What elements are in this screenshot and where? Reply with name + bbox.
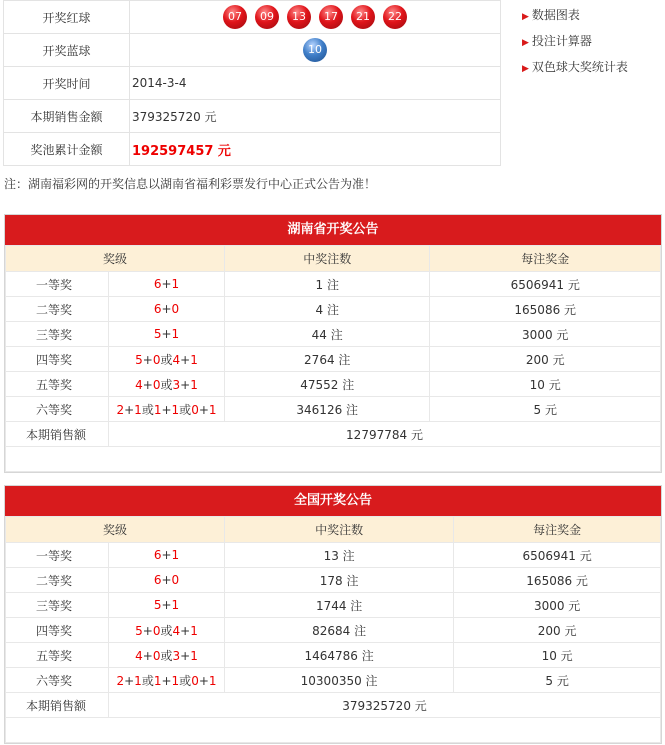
sales-label: 本期销售额: [6, 693, 109, 718]
prize-amount: 165086 元: [454, 568, 661, 593]
sales-amount-value: 379325720 元: [130, 100, 501, 133]
prize-level: 五等奖: [6, 372, 109, 397]
sales-value: 12797784 元: [109, 422, 661, 447]
prize-condition: 4+0或3+1: [109, 643, 225, 668]
prize-row: [6, 272, 661, 297]
disclaimer-note: 注：湖南福彩网的开奖信息以湖南省福利彩票发行中心正式公告为准！: [4, 177, 377, 191]
board-footer: [6, 447, 661, 472]
draw-date-value: 2014-3-4: [130, 67, 501, 100]
prize-row: [6, 643, 661, 668]
prize-amount: 6506941 元: [430, 272, 661, 297]
prize-condition: 4+0或3+1: [109, 372, 225, 397]
prize-level: 三等奖: [6, 593, 109, 618]
prize-pool-value: 192597457 元: [132, 143, 231, 159]
prize-row: [6, 322, 661, 347]
prize-level: 四等奖: [6, 347, 109, 372]
header-level: 奖级: [6, 517, 225, 543]
prize-row: [6, 593, 661, 618]
prize-pool-label: 奖池累计金额: [4, 133, 130, 166]
prize-row: [6, 668, 661, 693]
prize-amount: 200 元: [454, 618, 661, 643]
winner-count: 1464786 注: [225, 643, 454, 668]
board-title: 全国开奖公告: [5, 486, 661, 516]
prize-level: 一等奖: [6, 272, 109, 297]
red-ball: 09: [255, 5, 279, 29]
prize-condition: 6+0: [109, 568, 225, 593]
prize-amount: 5 元: [430, 397, 661, 422]
sales-value: 379325720 元: [109, 693, 661, 718]
prize-condition: 5+1: [109, 322, 225, 347]
prize-condition: 5+0或4+1: [109, 618, 225, 643]
sales-amount-label: 本期销售金额: [4, 100, 130, 133]
red-ball: 22: [383, 5, 407, 29]
triangle-right-icon: ▶: [522, 64, 529, 74]
prize-level: 四等奖: [6, 618, 109, 643]
prize-amount: 10 元: [430, 372, 661, 397]
header-prize: 每注奖金: [454, 517, 661, 543]
side-links: [522, 4, 628, 82]
winner-count: 1744 注: [225, 593, 454, 618]
prize-level: 二等奖: [6, 568, 109, 593]
winner-count: 178 注: [225, 568, 454, 593]
link-bet-calculator[interactable]: ▶ 投注计算器: [522, 34, 592, 48]
sales-label: 本期销售额: [6, 422, 109, 447]
header-count: 中奖注数: [225, 246, 430, 272]
red-balls: [130, 1, 501, 34]
prize-condition: 6+1: [109, 543, 225, 568]
blue-ball: 10: [303, 38, 327, 62]
winner-count: 4 注: [225, 297, 430, 322]
winner-count: 44 注: [225, 322, 430, 347]
triangle-right-icon: ▶: [522, 12, 529, 22]
prize-row: [6, 543, 661, 568]
prize-row: [6, 297, 661, 322]
red-ball: 17: [319, 5, 343, 29]
red-ball: 13: [287, 5, 311, 29]
prize-row: [6, 347, 661, 372]
blue-balls: [130, 34, 501, 67]
blue-ball-label: 开奖蓝球: [4, 34, 130, 67]
prize-level: 一等奖: [6, 543, 109, 568]
board-title: 湖南省开奖公告: [5, 215, 661, 245]
prize-condition: 2+1或1+1或0+1: [109, 397, 225, 422]
prize-row: [6, 372, 661, 397]
header-level: 奖级: [6, 246, 225, 272]
red-ball: 21: [351, 5, 375, 29]
national-prize-board: [4, 485, 662, 744]
prize-level: 三等奖: [6, 322, 109, 347]
winner-count: 82684 注: [225, 618, 454, 643]
draw-info-table: [3, 0, 501, 166]
link-data-charts[interactable]: ▶ 数据图表: [522, 8, 580, 22]
red-ball: 07: [223, 5, 247, 29]
winner-count: 10300350 注: [225, 668, 454, 693]
prize-condition: 6+1: [109, 272, 225, 297]
prize-row: [6, 568, 661, 593]
prize-amount: 5 元: [454, 668, 661, 693]
winner-count: 47552 注: [225, 372, 430, 397]
board-footer: [6, 718, 661, 743]
prize-amount: 10 元: [454, 643, 661, 668]
winner-count: 346126 注: [225, 397, 430, 422]
winner-count: 2764 注: [225, 347, 430, 372]
prize-condition: 5+1: [109, 593, 225, 618]
prize-row: [6, 397, 661, 422]
prize-level: 六等奖: [6, 397, 109, 422]
winner-count: 13 注: [225, 543, 454, 568]
prize-condition: 6+0: [109, 297, 225, 322]
triangle-right-icon: ▶: [522, 38, 529, 48]
prize-condition: 5+0或4+1: [109, 347, 225, 372]
header-prize: 每注奖金: [430, 246, 661, 272]
winner-count: 1 注: [225, 272, 430, 297]
prize-level: 五等奖: [6, 643, 109, 668]
prize-level: 六等奖: [6, 668, 109, 693]
prize-amount: 3000 元: [430, 322, 661, 347]
prize-level: 二等奖: [6, 297, 109, 322]
hunan-prize-board: [4, 214, 662, 473]
prize-condition: 2+1或1+1或0+1: [109, 668, 225, 693]
prize-row: [6, 618, 661, 643]
red-ball-label: 开奖红球: [4, 1, 130, 34]
draw-date-label: 开奖时间: [4, 67, 130, 100]
prize-amount: 165086 元: [430, 297, 661, 322]
prize-amount: 3000 元: [454, 593, 661, 618]
link-jackpot-stats[interactable]: ▶ 双色球大奖统计表: [522, 60, 628, 74]
header-count: 中奖注数: [225, 517, 454, 543]
prize-amount: 6506941 元: [454, 543, 661, 568]
prize-amount: 200 元: [430, 347, 661, 372]
